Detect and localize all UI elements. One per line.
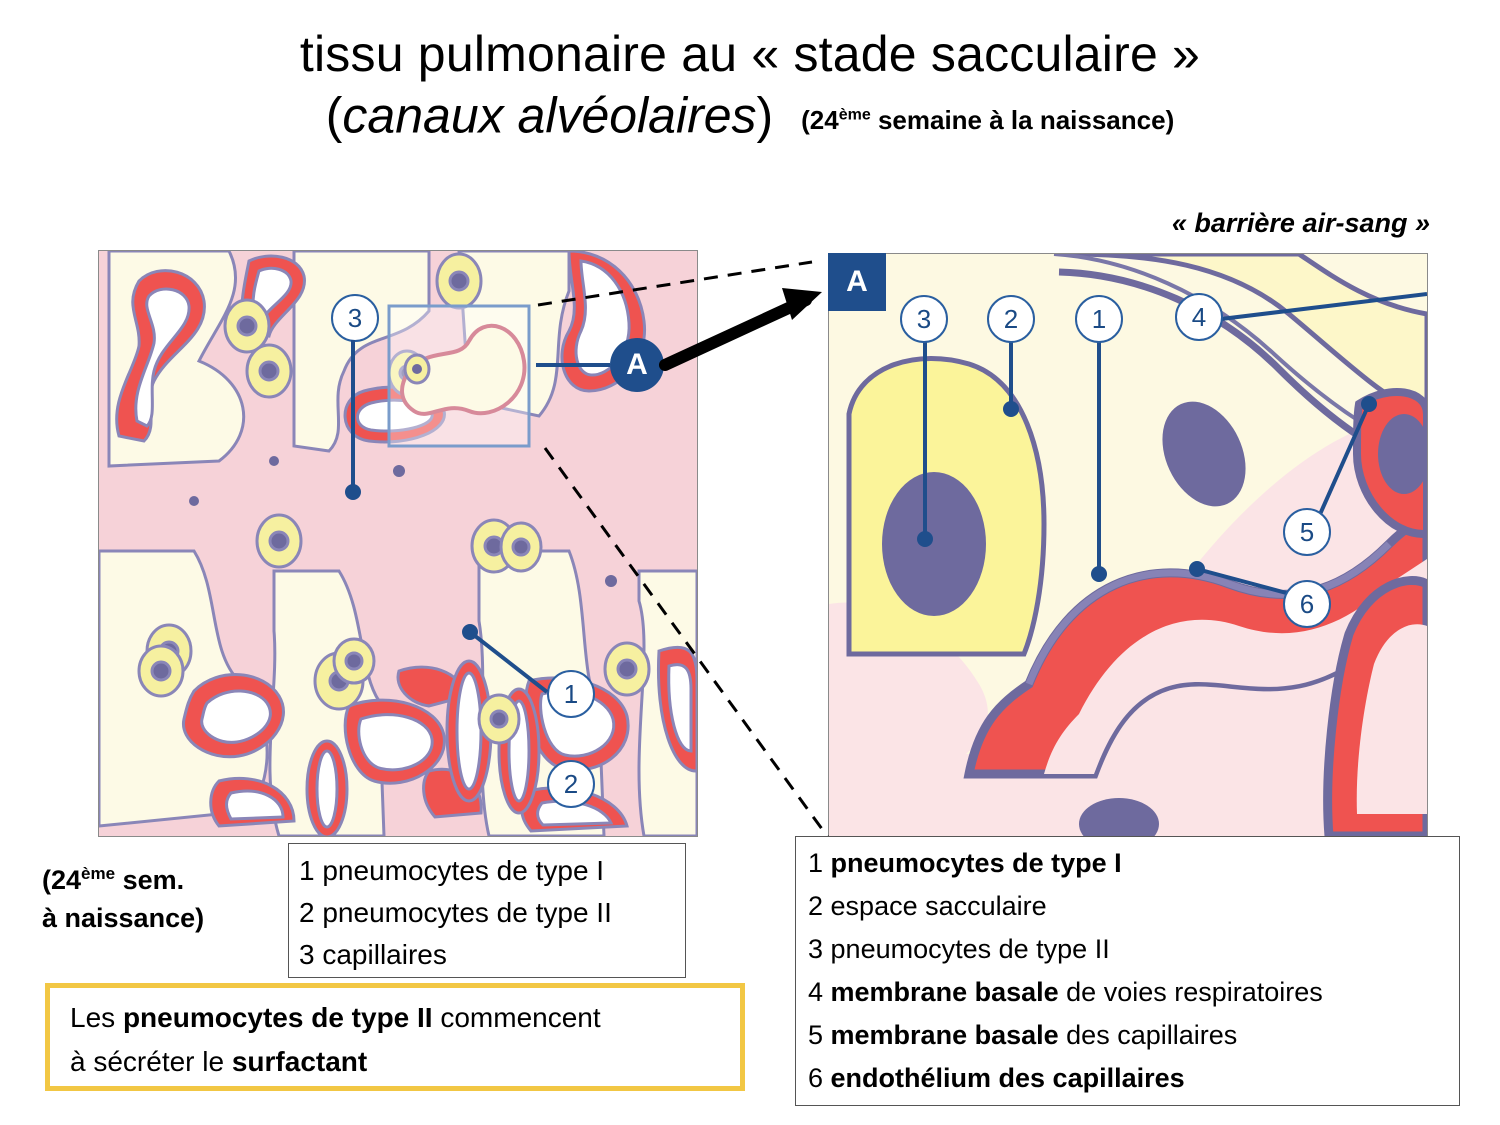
surfactant-note [45,983,745,1091]
title-week-note [801,105,1174,135]
note-text-bold-2: surfactant [231,1046,368,1077]
legend-right-bold-6: endothélium des capillaires [830,1063,1185,1093]
legend-left-item-1: 1 pneumocytes de type I [299,855,605,886]
note-text-c: commencent [432,1002,601,1033]
title-italic-text: canaux alvéolaires [342,87,757,144]
legend-right-num-6: 6 [808,1063,831,1093]
marker-a-right: A [828,253,886,311]
legend-left-item-2: 2 pneumocytes de type II [299,897,612,928]
note-text-d: à sécréter le [70,1046,232,1077]
title-line-2 [0,84,1500,151]
left-bubble-3: 3 [331,294,379,342]
right-bubble-6: 6 [1283,580,1331,628]
week-sup: ème [838,106,871,123]
left-bubble-1: 1 [547,670,595,718]
legend-right-item-6 [808,1057,1459,1100]
page-title [0,24,1500,151]
right-bubble-1: 1 [1075,295,1123,343]
legend-right-num-1: 1 [808,848,831,878]
note-text-a: Les [70,1002,123,1033]
legend-right-item-1 [808,842,1459,885]
legend-right-item-2 [808,885,1459,928]
legend-right [795,836,1460,1106]
legend-week-line2: à naissance) [42,903,205,933]
legend-right-rest-5: des capillaires [1058,1020,1238,1050]
legend-right-bold-5: membrane basale [830,1020,1059,1050]
legend-left-week-note [42,855,287,937]
title-paren-close: ) [756,87,774,144]
histology-overview-image [98,250,698,837]
legend-week-suffix: sem. [115,865,185,895]
legend-right-rest-4: de voies respiratoires [1058,977,1323,1007]
left-panel-illustration [99,251,697,836]
right-bubble-3: 3 [900,295,948,343]
week-prefix: (24 [801,104,839,135]
legend-week-prefix: (24 [42,865,82,895]
legend-right-item-3 [808,928,1459,971]
title-paren-open: ( [325,87,343,144]
right-bubble-5: 5 [1283,508,1331,556]
legend-week-line1 [42,855,287,899]
right-bubble-4: 4 [1175,293,1223,341]
legend-right-bold-4: membrane basale [830,977,1059,1007]
right-bubble-2: 2 [987,295,1035,343]
legend-right-item-5 [808,1014,1459,1057]
note-line-2 [70,1040,740,1084]
legend-right-rest-3: pneumocytes de type II [830,934,1110,964]
legend-right-num-2: 2 [808,891,831,921]
legend-right-num-5: 5 [808,1020,831,1050]
note-line-1 [70,996,740,1040]
note-text-bold-1: pneumocytes de type II [122,1002,433,1033]
legend-left [288,843,686,978]
legend-right-rest-2: espace sacculaire [830,891,1047,921]
legend-week-sup: ème [81,864,116,883]
legend-right-num-3: 3 [808,934,831,964]
subtitle-barriere-air-sang: « barrière air-sang » [1171,208,1430,238]
legend-right-num-4: 4 [808,977,831,1007]
legend-right-bold-1: pneumocytes de type I [830,848,1122,878]
marker-a-left: A [610,338,664,392]
legend-right-item-4 [808,971,1459,1014]
legend-left-item-3: 3 capillaires [299,939,447,970]
left-bubble-2: 2 [547,760,595,808]
title-line-1: tissu pulmonaire au « stade sacculaire » [299,26,1201,82]
week-suffix: semaine à la naissance) [870,104,1175,135]
